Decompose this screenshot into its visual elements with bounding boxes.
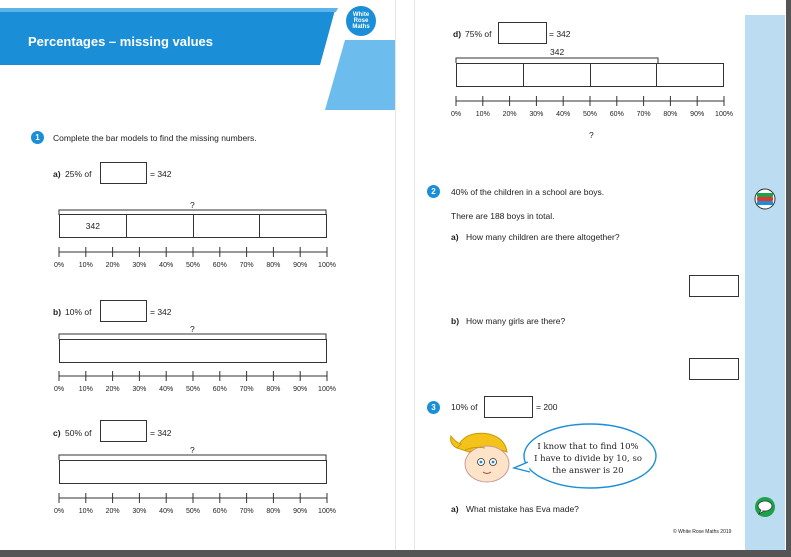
books-icon[interactable] <box>753 188 777 210</box>
speech-line-2: I have to divide by 10, so <box>534 454 642 464</box>
q1a-scale-tick-label: 50% <box>185 262 201 269</box>
q1a-scale-tick-label: 30% <box>132 262 147 269</box>
white-rose-logo <box>344 4 378 38</box>
q1c-scale-ticks <box>57 492 329 504</box>
q1c-bar <box>59 460 327 484</box>
q1a-scale-tick-label: 0% <box>53 262 65 269</box>
q3-eq: = 200 <box>536 402 558 412</box>
q1c-scale-tick-label: 0% <box>53 508 65 515</box>
q1b-scale-tick-label: 20% <box>105 386 120 393</box>
q1d-pct: 75% of <box>465 29 492 39</box>
q1a-eq: = 342 <box>150 169 172 179</box>
q3-pct: 10% of <box>451 402 478 412</box>
q1b-answer-box[interactable] <box>100 300 147 322</box>
q2b-label: b) <box>451 316 460 326</box>
q1d-scale-tick-label: 40% <box>556 111 571 118</box>
question-2-prompt: 40% of the children in a school are boys. <box>451 187 605 197</box>
q2b-text: How many girls are there? <box>466 316 566 326</box>
q1d-scale-tick-label: 100% <box>715 111 733 118</box>
q1c-answer-box[interactable] <box>100 420 147 442</box>
q3a-text: What mistake has Eva made? <box>466 504 579 514</box>
logo-line-1: White <box>352 12 370 18</box>
logo-line-3: Maths <box>352 24 370 30</box>
q1a-pct: 25% of <box>65 169 92 179</box>
q1d-bar-cell-4 <box>657 64 723 86</box>
q1b-eq: = 342 <box>150 307 172 317</box>
page-gap <box>395 0 415 550</box>
q1a-scale-tick-label: 40% <box>159 262 174 269</box>
footer-copyright: © White Rose Maths 2019 <box>673 529 732 535</box>
q2b-answer-box[interactable] <box>689 358 739 380</box>
q1a-answer-box[interactable] <box>100 162 147 184</box>
q1c-pct: 50% of <box>65 428 92 438</box>
question-3-number: 3 <box>427 401 440 414</box>
speech-line-1: I know that to find 10% <box>537 442 639 452</box>
q1d-bar-cell-3 <box>591 64 658 86</box>
q1d-bar-cell-2 <box>524 64 591 86</box>
speech-text <box>523 441 653 477</box>
right-sidebar <box>745 15 785 550</box>
q1a-scale-tick-label: 100% <box>318 262 336 269</box>
q3a-label: a) <box>451 504 459 514</box>
q2a-answer-box[interactable] <box>689 275 739 297</box>
q1a-scale-ticks <box>57 246 329 258</box>
q1b-scale-tick-label: 30% <box>132 386 147 393</box>
header-banner <box>0 0 395 110</box>
q2a-label: a) <box>451 232 459 242</box>
q1d-scale-tick-label: 70% <box>636 111 651 118</box>
question-1-number: 1 <box>31 131 44 144</box>
q1d-answer-box[interactable] <box>498 22 547 44</box>
q1c-question: ? <box>190 445 195 455</box>
q1c-eq: = 342 <box>150 428 172 438</box>
q1a-scale-tick-label: 10% <box>78 262 93 269</box>
q1c-scale-tick-label: 90% <box>293 508 308 515</box>
q1d-scale-tick-label: 20% <box>502 111 517 118</box>
speech-icon[interactable] <box>753 496 777 518</box>
q1b-scale-ticks <box>57 370 329 382</box>
q2a-text: How many children are there altogether? <box>466 232 620 242</box>
logo-line-2: Rose <box>353 18 369 24</box>
q1a-bar-cell-3 <box>194 215 261 237</box>
q1a-bar-cell-2 <box>127 215 194 237</box>
q1a-scale-tick-label: 80% <box>266 262 281 269</box>
q1b-bar <box>59 339 327 363</box>
q1d-scale-tick-label: 50% <box>582 111 598 118</box>
q1c-scale-tick-label: 50% <box>185 508 201 515</box>
q1d-eq: = 342 <box>549 29 571 39</box>
q1b-scale-tick-label: 70% <box>239 386 254 393</box>
speech-line-3: the answer is 20 <box>552 466 624 476</box>
viewer-right-edge <box>786 0 791 557</box>
q1c-scale-tick-label: 30% <box>132 508 147 515</box>
q1b-scale-tick-label: 50% <box>185 386 201 393</box>
q1a-bar <box>59 214 327 238</box>
q1d-scale-tick-label: 60% <box>609 111 624 118</box>
question-2-number: 2 <box>427 185 440 198</box>
q1d-bar <box>456 63 724 87</box>
q1d-question: ? <box>589 130 594 140</box>
q1a-scale-tick-label: 90% <box>293 262 308 269</box>
q1a-scale-tick-label: 70% <box>239 262 254 269</box>
q1b-label: b) <box>53 307 62 317</box>
viewer-bottom-bar <box>0 550 791 557</box>
question-1-prompt: Complete the bar models to find the missing numbers. <box>53 133 257 143</box>
q1d-top-value: 342 <box>550 47 565 57</box>
q1c-scale-tick-label: 100% <box>318 508 336 515</box>
q1a-question: ? <box>190 200 195 210</box>
q1a-label: a) <box>53 169 61 179</box>
q1b-scale-tick-label: 60% <box>212 386 227 393</box>
q1d-scale-tick-label: 0% <box>450 111 462 118</box>
q1c-scale-tick-label: 60% <box>212 508 227 515</box>
q1c-scale-tick-label: 80% <box>266 508 281 515</box>
q1c-scale-tick-label: 10% <box>78 508 93 515</box>
q1b-scale-tick-label: 90% <box>293 386 308 393</box>
q1c-scale-tick-label: 40% <box>159 508 174 515</box>
q1d-scale-ticks <box>454 95 726 107</box>
q1d-scale-tick-label: 10% <box>475 111 490 118</box>
q1a-scale-tick-label: 20% <box>105 262 120 269</box>
q1d-scale-tick-label: 30% <box>529 111 544 118</box>
q1d-bar-cell-1 <box>457 64 524 86</box>
q3-answer-box[interactable] <box>484 396 533 418</box>
q1a-cell-value: 342 <box>85 220 100 231</box>
q1d-label: d) <box>453 29 462 39</box>
q1b-scale-tick-label: 10% <box>78 386 93 393</box>
q1d-scale-tick-label: 90% <box>690 111 705 118</box>
q1c-label: c) <box>53 428 61 438</box>
q1a-scale-tick-label: 60% <box>212 262 227 269</box>
q1b-question: ? <box>190 324 195 334</box>
q1b-scale-tick-label: 100% <box>318 386 336 393</box>
right-page <box>415 0 791 550</box>
left-page <box>0 0 395 550</box>
q1c-scale-tick-label: 20% <box>105 508 120 515</box>
q1b-scale-tick-label: 40% <box>159 386 174 393</box>
page-title: Percentages – missing values <box>28 34 213 49</box>
q1b-pct: 10% of <box>65 307 92 317</box>
q1a-bar-cell-1 <box>60 215 127 237</box>
q1a-bar-cell-4 <box>260 215 326 237</box>
question-2-sub: There are 188 boys in total. <box>451 211 555 221</box>
q1d-scale-tick-label: 80% <box>663 111 678 118</box>
q1b-scale-tick-label: 0% <box>53 386 65 393</box>
q1b-scale-tick-label: 80% <box>266 386 281 393</box>
q1c-scale-tick-label: 70% <box>239 508 254 515</box>
